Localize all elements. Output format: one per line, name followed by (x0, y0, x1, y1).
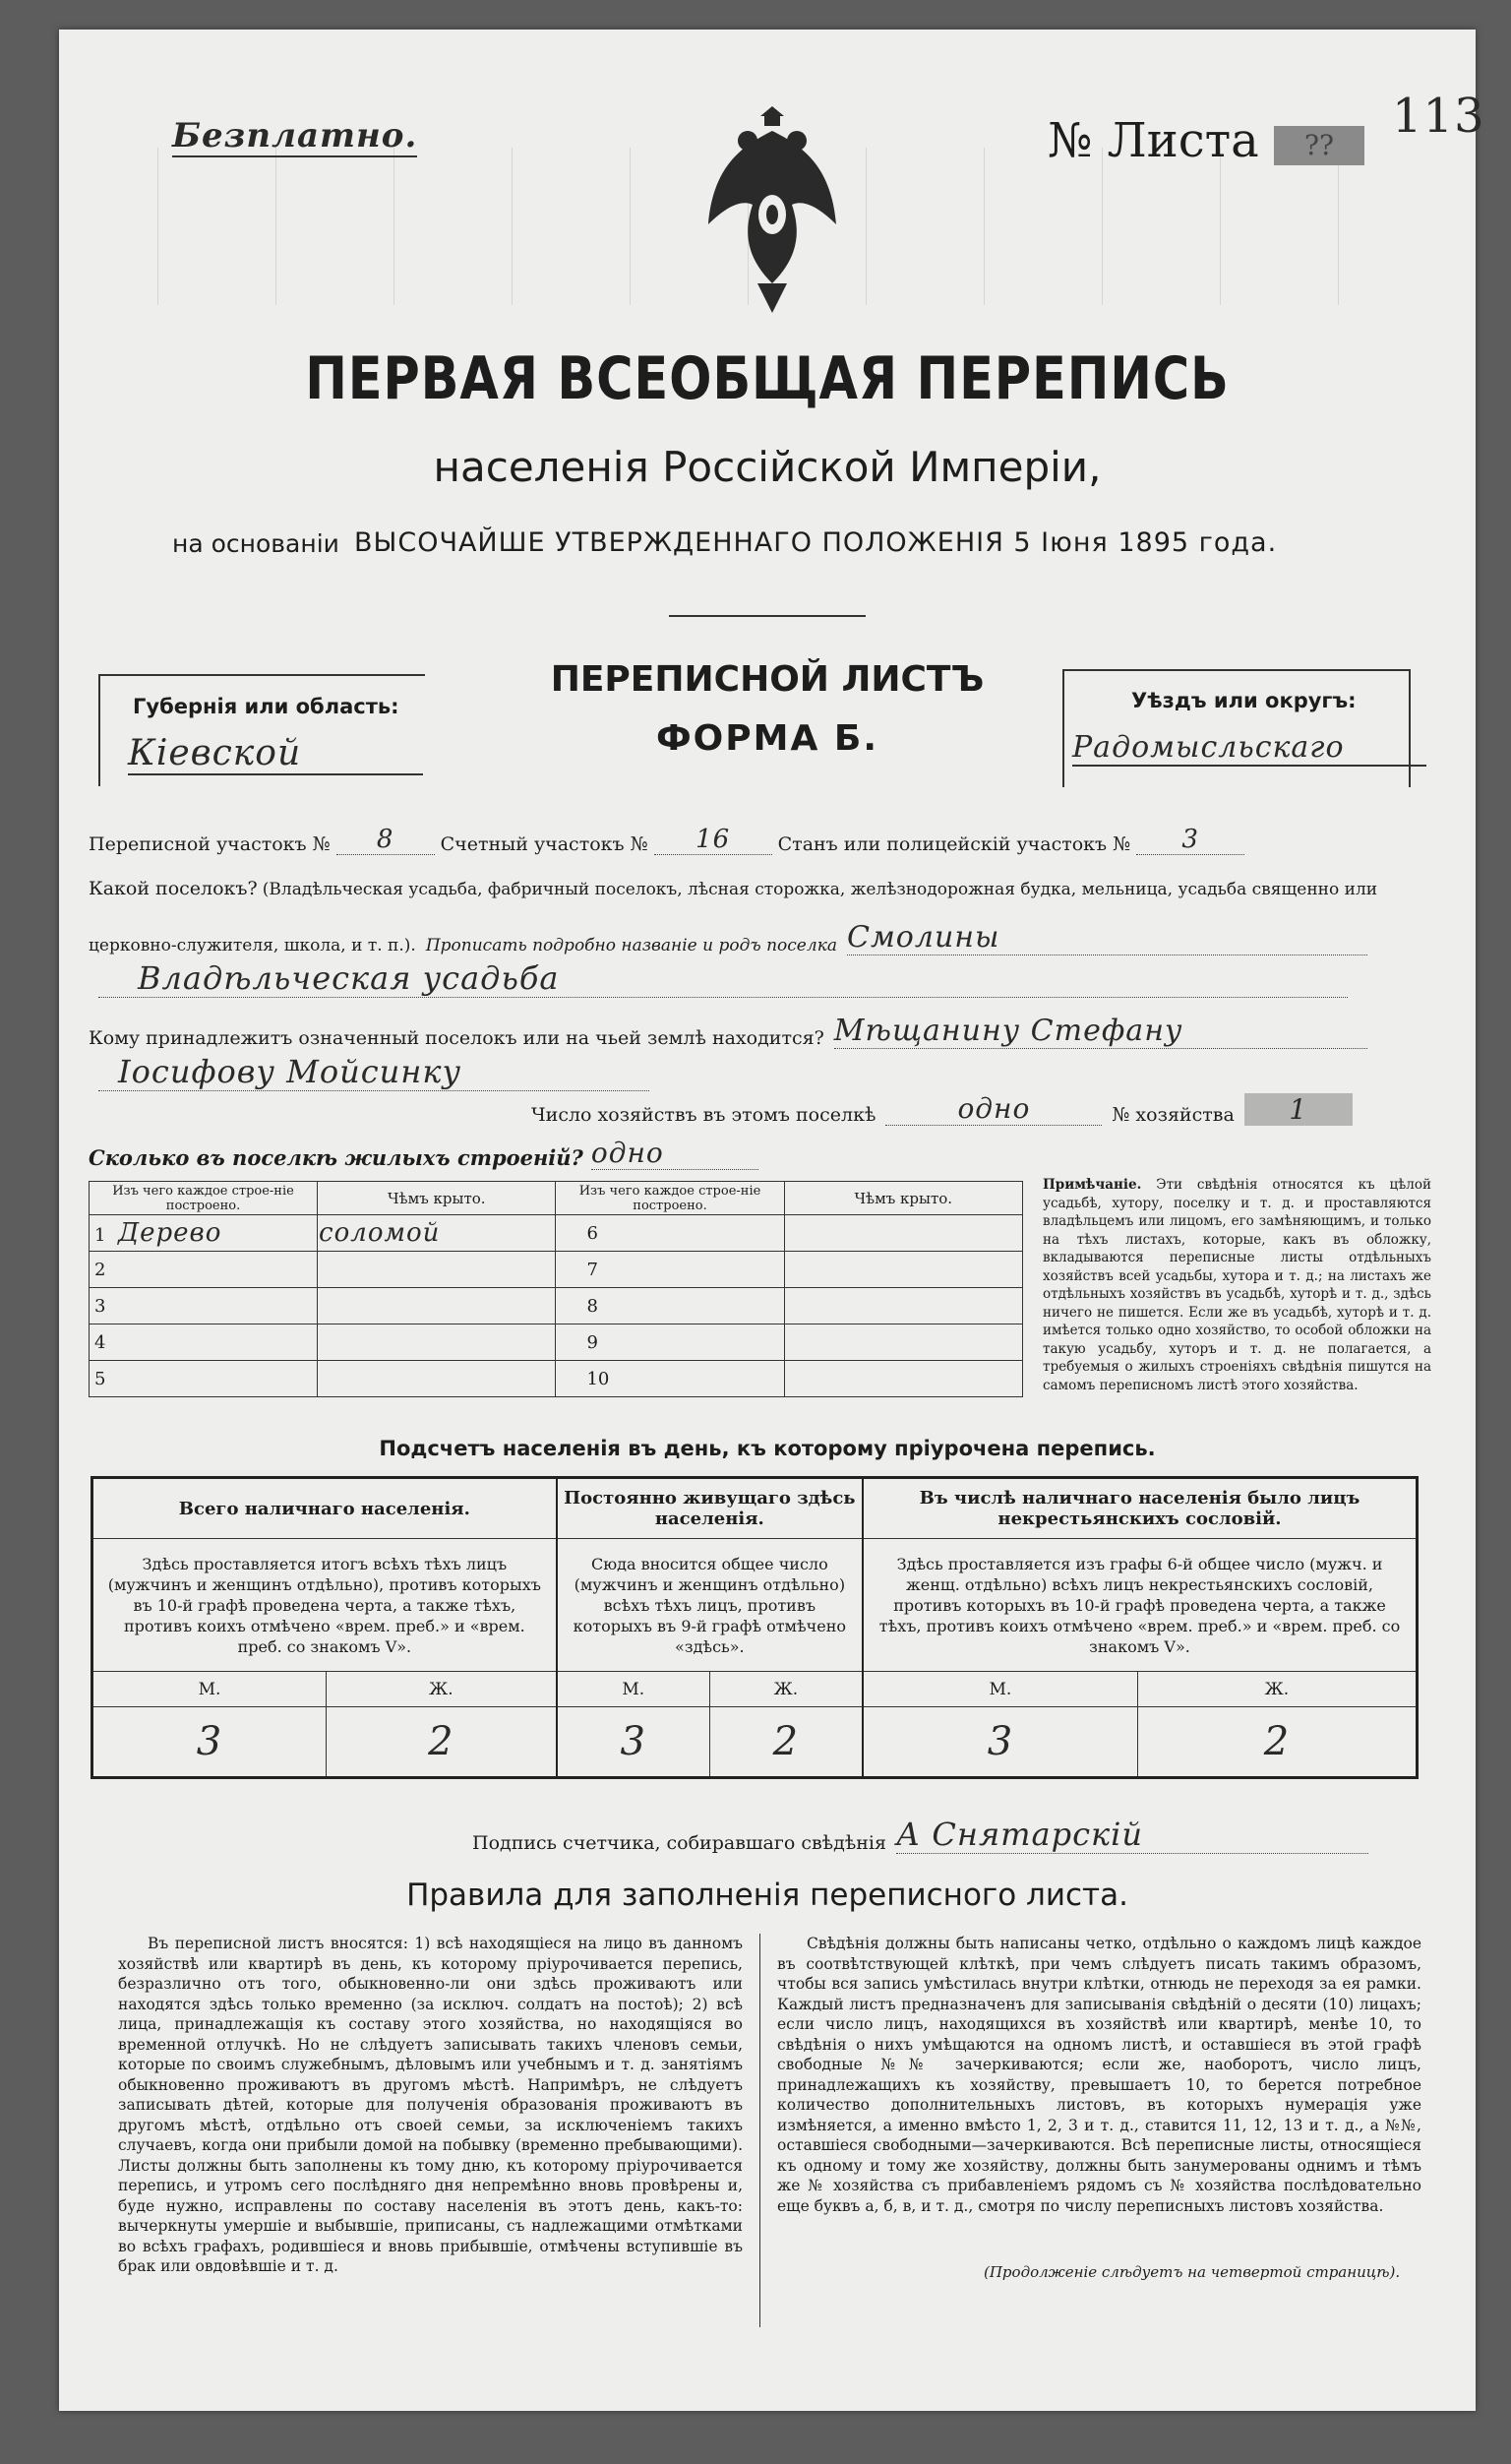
buildings-value: одно (591, 1137, 758, 1170)
district-box (1062, 669, 1411, 787)
settlement-hint-1: (Владѣльческая усадьба, фабричный поселокъ, лѣсная сторожка, желѣзнодорожная будка, мельница, усадьба священно или (262, 880, 1378, 899)
signature-line (472, 1816, 1368, 1854)
archive-number: 113 (1392, 89, 1485, 144)
m-label: М. (557, 1672, 710, 1707)
population-heading: Подсчетъ населенія въ день, къ которому пріурочена перепись. (379, 1437, 1156, 1460)
total-male: 3 (92, 1707, 327, 1778)
col-resident-desc: Сюда вносится общее число (мужчинъ и женщинъ отдѣльно) всѣхъ тѣхъ лицъ, противъ которыхъ въ 9-й графѣ отмѣчено «здѣсь». (557, 1539, 863, 1672)
count-area-label: Счетный участокъ № (440, 833, 648, 855)
settlement-value-2: Владѣльческая усадьба (98, 959, 1348, 998)
basis-prefix: на основаніи (172, 529, 339, 558)
table-row: 4 9 (90, 1324, 1023, 1361)
households-line (531, 1092, 1387, 1126)
noncrest-female: 2 (1263, 1719, 1291, 1764)
table-row: 1 Дерево соломой 6 (90, 1215, 1023, 1252)
signature-value: А Снятарскій (896, 1816, 1368, 1854)
buildings-table (89, 1181, 1023, 1397)
sheet-number-value: ?? (1274, 126, 1364, 165)
settlement-instruction-line (89, 920, 1367, 955)
settlement-value-1: Смолины (847, 920, 1367, 955)
material-value: Дерево (118, 1218, 222, 1248)
rules-divider (759, 1934, 760, 2327)
settlement-question-line (89, 878, 1446, 899)
m-label: М. (863, 1672, 1137, 1707)
roof-value: соломой (318, 1215, 556, 1252)
free-label: Безплатно. (172, 116, 418, 155)
province-value: Кіевской (128, 733, 423, 775)
police-area-label: Станъ или полицейскій участокъ № (777, 833, 1131, 855)
owner-question: Кому принадлежитъ означенный поселокъ или на чьей землѣ находится? (89, 1027, 824, 1049)
signature-label: Подпись счетчика, собиравшаго свѣдѣнія (472, 1832, 886, 1854)
f-label: Ж. (1137, 1672, 1417, 1707)
f-label: Ж. (709, 1672, 863, 1707)
basis-text: ВЫСОЧАЙШЕ УТВЕРЖДЕННАГО ПОЛОЖЕНІЯ 5 Іюня 1895 года. (354, 527, 1278, 558)
census-area-value: 8 (336, 825, 435, 855)
noncrest-male: 3 (863, 1707, 1137, 1778)
households-count-value: одно (885, 1092, 1102, 1126)
page-title: ПЕРВАЯ ВСЕОБЩАЯ ПЕРЕПИСЬ (305, 344, 1230, 413)
census-area-label: Переписной участокъ № (89, 833, 331, 855)
col-roof-right: Чѣмъ крыто. (784, 1182, 1022, 1215)
owner-value-1: Мѣщанину Стефану (834, 1014, 1367, 1049)
buildings-question: Сколько въ поселкѣ жилыхъ строеній? (89, 1145, 583, 1170)
police-area-value: 3 (1136, 825, 1244, 855)
f-label: Ж. (327, 1672, 557, 1707)
col-noncrest-title: Въ числѣ наличнаго населенія было лицъ некрестьянскихъ сословій. (863, 1478, 1418, 1539)
col-material-right: Изъ чего каждое строе-ніе построено. (556, 1182, 784, 1215)
col-material-left: Изъ чего каждое строе-ніе построено. (90, 1182, 318, 1215)
settlement-hint-2: церковно-служителя, школа, и т. п.). (89, 936, 416, 955)
rules-title: Правила для заполненія переписного листа. (406, 1878, 1128, 1913)
note-text: Эти свѣдѣнія относятся къ цѣлой усадьбѣ, хутору, поселку и т. д. и проставляются владѣльцемъ или лицомъ, его замѣняющимъ, и только на тѣхъ листахъ, которые, какъ въ обложку, вкладываются переписные листы отдѣльныхъ хозяйствъ всей усадьбы, хутора и т. д.; на листахъ же отдѣльныхъ хозяйствъ въ усадьбѣ, хуторѣ и т. д., здѣсь ничего не пишется. Если же въ усадьбѣ, хуторѣ и т. д. имѣется только одно хозяйство, то особой обложки на такую усадьбу, хуторъ и т. д. не полагается, а требуемыя о жилыхъ строеніяхъ свѣдѣнія пишутся на самомъ переписномъ листѣ этого хозяйства. (1043, 1177, 1431, 1393)
table-row: 5 10 (90, 1361, 1023, 1397)
page-subtitle: населенія Россійской Имперіи, (433, 443, 1102, 491)
population-table (91, 1476, 1419, 1779)
buildings-question-line (89, 1137, 758, 1170)
households-count-label: Число хозяйствъ въ этомъ поселкѣ (531, 1104, 876, 1126)
buildings-note (1043, 1176, 1431, 1394)
rules-continued: (Продолженіе слѣдуетъ на четвертой страницѣ). (984, 2263, 1401, 2281)
count-area-value: 16 (654, 825, 772, 855)
district-value: Радомысльскаго (1072, 730, 1426, 767)
household-number-value: 1 (1244, 1093, 1353, 1126)
total-female: 2 (327, 1707, 557, 1778)
census-sheet (59, 30, 1485, 2411)
m-label: М. (92, 1672, 327, 1707)
note-label: Примѣчаніе. (1043, 1177, 1142, 1193)
divider (669, 615, 866, 617)
settlement-instruction: Прописать подробно названіе и родъ поселка (425, 936, 837, 955)
areas-line (89, 825, 1348, 855)
form-label: ФОРМА Б. (655, 718, 879, 759)
rules-left-text: Въ переписной листъ вносятся: 1) всѣ находящіеся на лицо въ данномъ хозяйствѣ или квартирѣ въ день, къ которому пріурочивается перепись, безразлично отъ того, обыкновенно-ли они здѣсь проживаютъ или находятся здѣсь только временно (за исключ. солдатъ на постоѣ); 2) всѣ лица, принадлежащія къ составу этого хозяйства, но находящіяся во временной отлучкѣ. Но не слѣдуетъ записывать такихъ членовъ семьи, которые по своимъ служебнымъ, дѣловымъ или учебнымъ и т. д. занятіямъ обыкновенно проживаютъ въ другомъ мѣстѣ. Напримѣръ, не слѣдуетъ записывать дѣтей, которые для полученія образованія проживаютъ въ другомъ мѣстѣ, отдѣльно отъ своей семьи, за исключеніемъ такихъ случаевъ, когда они прибыли домой на побывку (временно пребывающими). Листы должны быть заполнены къ тому дню, къ которому пріурочивается перепись, и утромъ сего послѣдняго дня непремѣнно вновь провѣрены и, буде нужно, исправлены по составу населенія въ этотъ день, какъ-то: вычеркнуты умершіе и выбывшіе, приписаны, съ надлежащими отмѣтками во всѣхъ графахъ, родившіеся и вновь прибывшіе, отмѣчены вступившіе въ брак или овдовѣвшіе и т. д. (118, 1935, 743, 2275)
rules-right-text: Свѣдѣнія должны быть написаны четко, отдѣльно о каждомъ лицѣ каждое въ соотвѣтствующей клѣткѣ, при чемъ слѣдуетъ писать такимъ образомъ, чтобы вся запись умѣстилась внутри клѣтки, отнюдь не переходя за ея рамки. Каждый листъ предназначенъ для записыванія свѣдѣній о десяти (10) лицахъ; если число лицъ, находящихся въ хозяйствѣ или квартирѣ, менѣе 10, то свѣдѣнія о нихъ умѣщаются на одномъ листѣ, и оставшіеся въ этой графѣ свободные №№ зачеркиваются; если же, наоборотъ, число лицъ, принадлежащихъ къ хозяйству, превышаетъ 10, то берется потребное количество дополнительныхъ листовъ, въ которыхъ нумерація уже измѣняется, а именно вмѣсто 1, 2, 3 и т. д., ставится 11, 12, 13 и т. д., а №№, оставшіеся свободными—зачеркиваются. Всѣ переписные листы, относящіеся къ одному и тому же хозяйству, должны быть занумерованы однимъ и тѣмъ же № хозяйства съ прибавленіемъ рядомъ съ № хозяйства послѣдовательно еще буквъ а, б, в, и т. д., смотря по числу переписныхъ листовъ хозяйства. (777, 1935, 1421, 2215)
province-label: Губернія или область: (133, 695, 399, 718)
district-label: Уѣздъ или округъ: (1131, 689, 1357, 712)
resident-female: 2 (709, 1707, 863, 1778)
sheet-number-label: № Листа (1048, 113, 1259, 168)
double-headed-eagle-icon (703, 87, 841, 333)
owner-value-2: Іосифову Мойсинку (98, 1053, 649, 1091)
resident-male: 3 (557, 1707, 710, 1778)
table-row: 2 7 (90, 1252, 1023, 1288)
settlement-question: Какой поселокъ? (89, 878, 258, 899)
col-total-desc: Здѣсь проставляется итогъ всѣхъ тѣхъ лицъ (мужчинъ и женщинъ отдѣльно), противъ которыхъ въ 10-й графѣ проведена черта, а также тѣхъ, противъ коихъ отмѣчено «врем. преб.» и «врем. преб. со знакомъ V». (92, 1539, 557, 1672)
form-title: ПЕРЕПИСНОЙ ЛИСТЪ (550, 659, 985, 700)
table-row: 3 8 (90, 1288, 1023, 1324)
col-roof-left: Чѣмъ крыто. (318, 1182, 556, 1215)
col-resident-title: Постоянно живущаго здѣсь населенія. (557, 1478, 863, 1539)
household-number-label: № хозяйства (1112, 1104, 1235, 1126)
owner-line (89, 1014, 1367, 1049)
col-noncrest-desc: Здѣсь проставляется изъ графы 6-й общее число (мужч. и женщ. отдѣльно) всѣхъ лицъ некрестьянскихъ сословій, противъ которыхъ въ 10-й графѣ проведена черта, а также тѣхъ, противъ коихъ отмѣчено «врем. преб.» и «врем. преб. со знакомъ V». (863, 1539, 1418, 1672)
col-total-title: Всего наличнаго населенія. (92, 1478, 557, 1539)
